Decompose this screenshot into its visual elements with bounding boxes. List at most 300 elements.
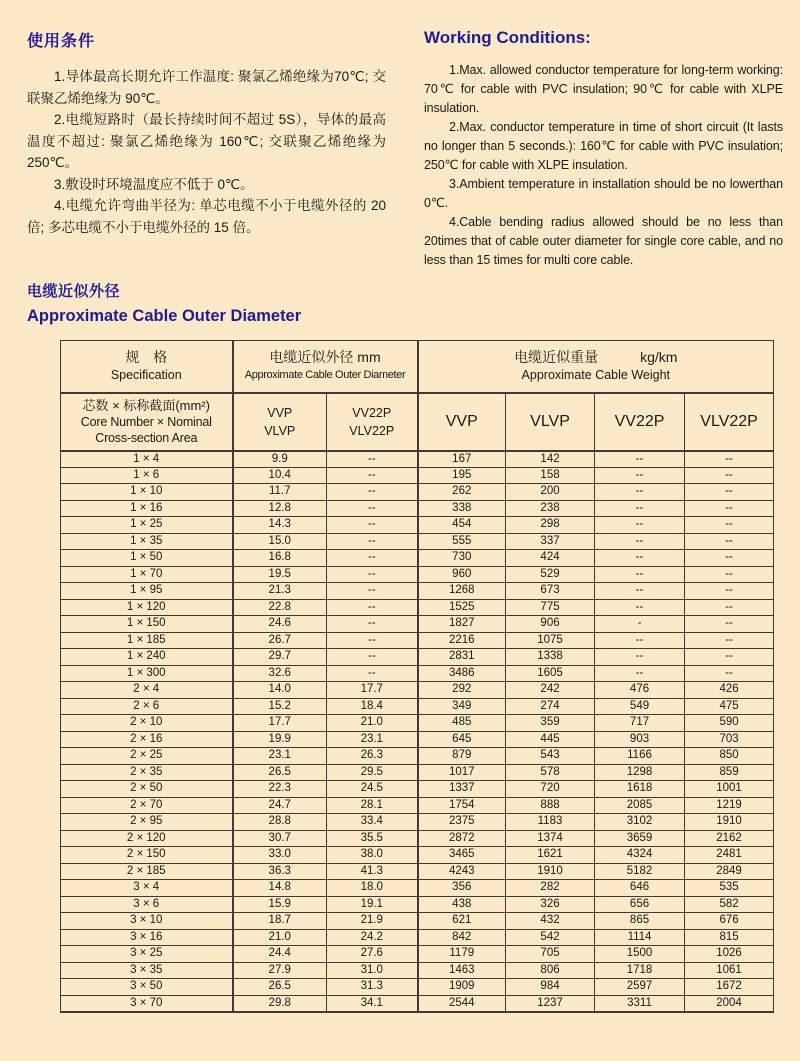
working-conditions-item-1: 1.Max. allowed conductor temperature for long-term working: 70℃ for cable with PVC insulation; 90℃ for cable with XLPE insulation. [424,63,783,115]
value-cell: 11.7 [233,484,327,501]
value-cell: 555 [418,533,506,550]
spec-cell: 1 × 25 [61,517,233,534]
value-cell: 242 [506,682,595,699]
table-row [61,550,774,567]
working-conditions-item-4: 4.Cable bending radius allowed should be no less than 20times that of cable outer diameter for single core cable, and no less than 15 times for multi core cable. [424,215,783,267]
top-section [0,0,800,267]
value-cell: 292 [418,682,506,699]
value-cell: 542 [506,929,595,946]
value-cell: -- [685,566,774,583]
value-cell: 32.6 [233,665,327,682]
value-cell: 2085 [595,797,685,814]
usage-conditions-title: 使用条件 [27,33,96,50]
table-row [61,748,774,765]
value-cell: 24.6 [233,616,327,633]
value-cell: 432 [506,913,595,930]
value-cell: 195 [418,467,506,484]
value-cell: 282 [506,880,595,897]
spec-cell: 1 × 240 [61,649,233,666]
value-cell: 485 [418,715,506,732]
spec-cell: 2 × 4 [61,682,233,699]
value-cell: 349 [418,698,506,715]
header-core-number-en1: Core Number × Nominal [80,415,212,429]
value-cell: 1500 [595,946,685,963]
header-outer-diameter-group [233,341,418,393]
value-cell: 1001 [685,781,774,798]
spec-cell: 1 × 6 [61,467,233,484]
value-cell: 815 [685,929,774,946]
value-cell: 424 [506,550,595,567]
value-cell: 703 [685,731,774,748]
value-cell: 14.8 [233,880,327,897]
value-cell: 1463 [418,962,506,979]
value-cell: 903 [595,731,685,748]
usage-conditions-section [27,28,386,250]
value-cell: 28.1 [327,797,418,814]
value-cell: 14.0 [233,682,327,699]
value-cell: 27.6 [327,946,418,963]
value-cell: 1061 [685,962,774,979]
value-cell: 646 [595,880,685,897]
value-cell: -- [685,533,774,550]
value-cell: -- [595,467,685,484]
header-weight-unit: kg/km [640,349,678,366]
value-cell: 29.8 [233,995,327,1012]
value-cell: 1026 [685,946,774,963]
value-cell: 33.4 [327,814,418,831]
value-cell: 888 [506,797,595,814]
spec-cell: 2 × 6 [61,698,233,715]
value-cell: 1166 [595,748,685,765]
table-row [61,896,774,913]
header-weight-col-vv22p: VV22P [595,393,685,451]
value-cell: -- [327,533,418,550]
value-cell: -- [595,566,685,583]
value-cell: 582 [685,896,774,913]
working-conditions-title: Working Conditions: [424,28,591,47]
table-row [61,797,774,814]
table-body [61,451,774,1012]
table-row [61,731,774,748]
value-cell: 2544 [418,995,506,1012]
value-cell: 38.0 [327,847,418,864]
spec-cell: 3 × 25 [61,946,233,963]
value-cell: -- [685,599,774,616]
header-weight-col-vlvp: VLVP [506,393,595,451]
table-row [61,649,774,666]
spec-cell: 1 × 50 [61,550,233,567]
value-cell: 21.0 [233,929,327,946]
value-cell: 18.0 [327,880,418,897]
value-cell: 36.3 [233,863,327,880]
value-cell: -- [595,451,685,468]
value-cell: -- [595,583,685,600]
value-cell: 29.5 [327,764,418,781]
value-cell: -- [595,599,685,616]
value-cell: 1910 [506,863,595,880]
value-cell: 24.4 [233,946,327,963]
value-cell: 33.0 [233,847,327,864]
header-od-col-vv22p-vlv22p: VV22P VLV22P [327,393,418,451]
value-cell: -- [595,533,685,550]
header-core-number-en2: Cross-section Area [95,431,198,445]
value-cell: 26.5 [233,979,327,996]
table-row [61,946,774,963]
value-cell: 676 [685,913,774,930]
value-cell: 1017 [418,764,506,781]
value-cell: 238 [506,500,595,517]
value-cell: -- [595,500,685,517]
value-cell: 578 [506,764,595,781]
value-cell: -- [327,451,418,468]
value-cell: 2216 [418,632,506,649]
table-row [61,599,774,616]
value-cell: 21.9 [327,913,418,930]
value-cell: 4324 [595,847,685,864]
value-cell: -- [685,500,774,517]
value-cell: -- [327,599,418,616]
value-cell: 356 [418,880,506,897]
value-cell: 865 [595,913,685,930]
value-cell: 475 [685,698,774,715]
table-row [61,863,774,880]
header-core-number [61,393,233,451]
table-row [61,979,774,996]
value-cell: -- [685,616,774,633]
value-cell: 1298 [595,764,685,781]
table-row [61,814,774,831]
header-weight-en: Approximate Cable Weight [521,368,671,383]
value-cell: 438 [418,896,506,913]
value-cell: 26.7 [233,632,327,649]
value-cell: -- [595,517,685,534]
header-core-number-zh: 芯数 × 标称截面(mm²) [82,398,210,413]
table-row [61,929,774,946]
value-cell: 4243 [418,863,506,880]
value-cell: 2375 [418,814,506,831]
table-header [61,341,774,451]
spec-cell: 1 × 185 [61,632,233,649]
spec-cell: 1 × 4 [61,451,233,468]
value-cell: 3486 [418,665,506,682]
value-cell: 3102 [595,814,685,831]
cable-spec-table [60,340,774,1013]
table-row [61,451,774,468]
value-cell: 445 [506,731,595,748]
value-cell: 2004 [685,995,774,1012]
value-cell: 17.7 [233,715,327,732]
spec-cell: 1 × 70 [61,566,233,583]
value-cell: 842 [418,929,506,946]
value-cell: 2831 [418,649,506,666]
value-cell: 16.8 [233,550,327,567]
value-cell: -- [685,665,774,682]
value-cell: 705 [506,946,595,963]
header-outer-diameter-en: Approximate Cable Outer Diameter [244,369,406,382]
table-row [61,781,774,798]
value-cell: -- [327,467,418,484]
spec-cell: 1 × 300 [61,665,233,682]
value-cell: 984 [506,979,595,996]
table-row [61,764,774,781]
table-row [61,632,774,649]
value-cell: 21.3 [233,583,327,600]
table-row [61,484,774,501]
spec-cell: 3 × 70 [61,995,233,1012]
value-cell: 1621 [506,847,595,864]
value-cell: -- [685,451,774,468]
value-cell: 19.1 [327,896,418,913]
value-cell: 359 [506,715,595,732]
value-cell: -- [327,517,418,534]
value-cell: 1337 [418,781,506,798]
value-cell: 1374 [506,830,595,847]
value-cell: 1179 [418,946,506,963]
spec-cell: 1 × 150 [61,616,233,633]
spec-cell: 3 × 4 [61,880,233,897]
value-cell: 1075 [506,632,595,649]
table-row [61,533,774,550]
value-cell: 23.1 [233,748,327,765]
value-cell: 717 [595,715,685,732]
value-cell: 1183 [506,814,595,831]
table-row [61,665,774,682]
value-cell: 1754 [418,797,506,814]
value-cell: 1827 [418,616,506,633]
usage-conditions-item-2: 2.电缆短路时（最长持续时间不超过 5S），导体的最高温度不超过: 聚氯乙烯绝缘为 160℃; 交联聚乙烯绝缘为 250℃。 [27,112,386,170]
value-cell: 26.3 [327,748,418,765]
value-cell: -- [327,500,418,517]
value-cell: 426 [685,682,774,699]
value-cell: -- [685,484,774,501]
value-cell: -- [685,583,774,600]
value-cell: -- [595,649,685,666]
value-cell: 167 [418,451,506,468]
value-cell: -- [327,665,418,682]
value-cell: 15.2 [233,698,327,715]
spec-cell: 1 × 35 [61,533,233,550]
value-cell: 22.3 [233,781,327,798]
value-cell: 26.5 [233,764,327,781]
value-cell: 879 [418,748,506,765]
value-cell: 2597 [595,979,685,996]
value-cell: 21.0 [327,715,418,732]
value-cell: 1718 [595,962,685,979]
table-row [61,913,774,930]
header-weight-col-vvp: VVP [418,393,506,451]
working-conditions-item-2: 2.Max. conductor temperature in time of short circuit (It lasts no longer than 5 seconds.): 160℃ for cable with PVC insulation; 250℃ for cable with XLPE insulation. [424,120,783,172]
value-cell: 9.9 [233,451,327,468]
value-cell: 24.7 [233,797,327,814]
table-row [61,467,774,484]
value-cell: 22.8 [233,599,327,616]
header-outer-diameter-zh: 电缆近似外径 mm [269,349,381,366]
value-cell: 34.1 [327,995,418,1012]
value-cell: -- [685,517,774,534]
value-cell: 12.8 [233,500,327,517]
value-cell: 1237 [506,995,595,1012]
value-cell: 1268 [418,583,506,600]
table-row [61,962,774,979]
value-cell: 19.9 [233,731,327,748]
value-cell: 1219 [685,797,774,814]
value-cell: 454 [418,517,506,534]
table-row [61,682,774,699]
value-cell: 5182 [595,863,685,880]
value-cell: -- [327,566,418,583]
spec-cell: 2 × 10 [61,715,233,732]
spec-cell: 1 × 16 [61,500,233,517]
value-cell: 18.7 [233,913,327,930]
value-cell: 18.4 [327,698,418,715]
value-cell: 1114 [595,929,685,946]
table-row [61,847,774,864]
value-cell: 645 [418,731,506,748]
value-cell: 720 [506,781,595,798]
value-cell: 656 [595,896,685,913]
value-cell: 730 [418,550,506,567]
value-cell: 262 [418,484,506,501]
table-row [61,500,774,517]
value-cell: 200 [506,484,595,501]
value-cell: 142 [506,451,595,468]
usage-conditions-item-3: 3.敷设时环境温度应不低于 0℃。 [54,176,254,192]
value-cell: 15.0 [233,533,327,550]
spec-cell: 2 × 120 [61,830,233,847]
value-cell: 23.1 [327,731,418,748]
spec-cell: 3 × 16 [61,929,233,946]
value-cell: 590 [685,715,774,732]
spec-cell: 2 × 35 [61,764,233,781]
value-cell: 673 [506,583,595,600]
section-title-zh: 电缆近似外径 [27,283,121,300]
value-cell: -- [327,484,418,501]
value-cell: 859 [685,764,774,781]
value-cell: 24.5 [327,781,418,798]
table-row [61,830,774,847]
value-cell: 906 [506,616,595,633]
spec-cell: 2 × 70 [61,797,233,814]
header-weight-col-vlv22p: VLV22P [685,393,774,451]
value-cell: 535 [685,880,774,897]
table-row [61,517,774,534]
value-cell: -- [685,632,774,649]
spec-cell: 3 × 35 [61,962,233,979]
value-cell: -- [685,649,774,666]
value-cell: -- [685,550,774,567]
value-cell: 960 [418,566,506,583]
value-cell: 2872 [418,830,506,847]
value-cell: 3465 [418,847,506,864]
value-cell: 28.8 [233,814,327,831]
value-cell: 775 [506,599,595,616]
value-cell: -- [327,649,418,666]
spec-cell: 2 × 150 [61,847,233,864]
value-cell: 549 [595,698,685,715]
value-cell: 35.5 [327,830,418,847]
working-conditions-section [424,28,783,267]
header-weight-group [418,341,774,393]
value-cell: 476 [595,682,685,699]
table-row [61,566,774,583]
table-row [61,616,774,633]
spec-cell: 1 × 95 [61,583,233,600]
value-cell: 298 [506,517,595,534]
spec-cell: 2 × 185 [61,863,233,880]
spec-cell: 3 × 6 [61,896,233,913]
table-row [61,995,774,1012]
value-cell: 621 [418,913,506,930]
value-cell: 543 [506,748,595,765]
value-cell: 326 [506,896,595,913]
spec-cell: 3 × 50 [61,979,233,996]
value-cell: -- [595,665,685,682]
value-cell: -- [327,632,418,649]
header-specification-zh: 规 格 [125,349,168,366]
value-cell: 29.7 [233,649,327,666]
value-cell: 338 [418,500,506,517]
section-title-en: Approximate Cable Outer Diameter [27,307,302,325]
value-cell: 806 [506,962,595,979]
value-cell: 31.3 [327,979,418,996]
spec-cell: 2 × 95 [61,814,233,831]
value-cell: 10.4 [233,467,327,484]
value-cell: 17.7 [327,682,418,699]
table-row [61,698,774,715]
value-cell: 31.0 [327,962,418,979]
header-specification-en: Specification [110,368,182,383]
value-cell: 529 [506,566,595,583]
value-cell: 27.9 [233,962,327,979]
value-cell: 337 [506,533,595,550]
table-row [61,583,774,600]
value-cell: 3311 [595,995,685,1012]
value-cell: 1525 [418,599,506,616]
value-cell: -- [595,484,685,501]
value-cell: 3659 [595,830,685,847]
value-cell: 15.9 [233,896,327,913]
spec-cell: 2 × 16 [61,731,233,748]
spec-cell: 1 × 120 [61,599,233,616]
value-cell: 1338 [506,649,595,666]
usage-conditions-item-4: 4.电缆允许弯曲半径为: 单芯电缆不小于电缆外径的 20 倍; 多芯电缆不小于电缆外径的 15 倍。 [27,198,386,235]
value-cell: -- [327,616,418,633]
spec-cell: 3 × 10 [61,913,233,930]
working-conditions-item-3: 3.Ambient temperature in installation should be no lowerthan 0℃. [424,177,783,210]
value-cell: -- [327,550,418,567]
header-specification [61,341,233,393]
value-cell: 30.7 [233,830,327,847]
value-cell: 2481 [685,847,774,864]
value-cell: 1605 [506,665,595,682]
header-od-col-vvp-vlvp: VVP VLVP [233,393,327,451]
value-cell: - [595,616,685,633]
value-cell: -- [595,632,685,649]
value-cell: -- [685,467,774,484]
table-row [61,880,774,897]
value-cell: 2849 [685,863,774,880]
value-cell: 1909 [418,979,506,996]
usage-conditions-item-1: 1.导体最高长期允许工作温度: 聚氯乙烯绝缘为70℃; 交联聚乙烯绝缘为 90℃。 [27,69,386,106]
value-cell: -- [327,583,418,600]
value-cell: 1618 [595,781,685,798]
spec-cell: 2 × 50 [61,781,233,798]
value-cell: 1910 [685,814,774,831]
value-cell: 14.3 [233,517,327,534]
spec-cell: 2 × 25 [61,748,233,765]
value-cell: 1672 [685,979,774,996]
value-cell: 158 [506,467,595,484]
